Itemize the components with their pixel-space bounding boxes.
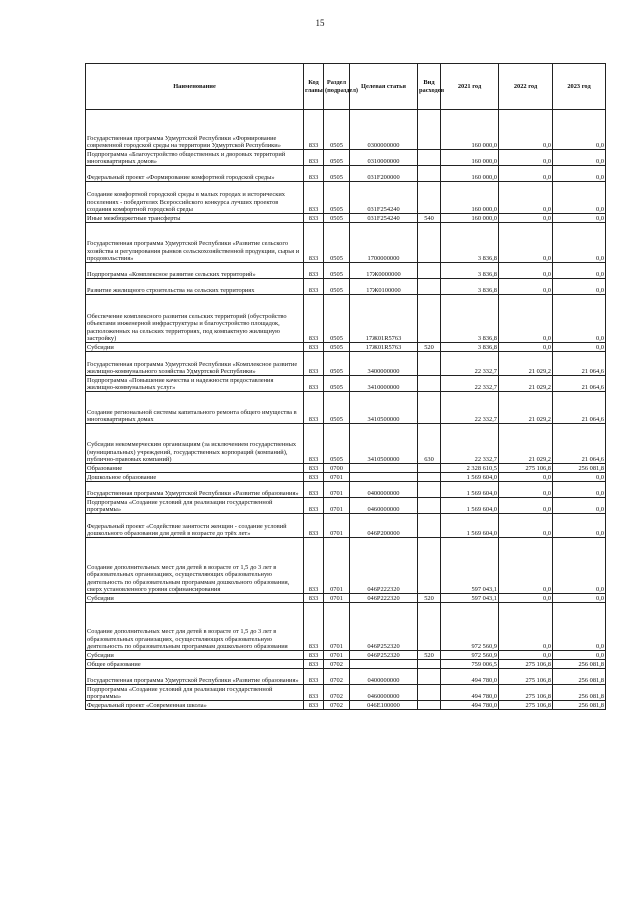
cell-tgt: 17Ж01R5763	[350, 295, 418, 343]
cell-ch: 833	[304, 701, 324, 710]
cell-y2021: 1 569 604,0	[441, 482, 499, 498]
cell-tgt	[350, 464, 418, 473]
table-row	[86, 464, 606, 473]
cell-name: Федеральный проект «Современная школа»	[86, 701, 304, 710]
cell-y2022: 21 029,2	[499, 392, 553, 424]
table-row	[86, 482, 606, 498]
cell-y2023: 0,0	[553, 214, 606, 223]
cell-sec: 0505	[324, 223, 350, 263]
cell-name: Создание дополнительных мест для детей в возрасте от 1,5 до 3 лет в образовательных организациях, осуществляющих образовательную деятельность по образовательным программам дошкольного образования	[86, 603, 304, 651]
table-row	[86, 660, 606, 669]
cell-y2022: 0,0	[499, 110, 553, 150]
table-row	[86, 352, 606, 376]
table-body	[86, 110, 606, 710]
cell-y2021: 759 006,5	[441, 660, 499, 669]
cell-ch: 833	[304, 166, 324, 182]
cell-y2021: 22 332,7	[441, 352, 499, 376]
table-row	[86, 392, 606, 424]
cell-y2023: 0,0	[553, 182, 606, 214]
cell-sec: 0505	[324, 376, 350, 392]
cell-sec: 0505	[324, 110, 350, 150]
header-kind: Вид расходов	[418, 64, 441, 110]
cell-y2023: 0,0	[553, 651, 606, 660]
cell-kind	[418, 660, 441, 669]
cell-y2021: 494 780,0	[441, 701, 499, 710]
cell-y2022: 275 106,8	[499, 701, 553, 710]
cell-y2023: 0,0	[553, 594, 606, 603]
cell-y2022: 0,0	[499, 594, 553, 603]
cell-sec: 0702	[324, 685, 350, 701]
cell-kind: 520	[418, 594, 441, 603]
cell-y2023: 0,0	[553, 343, 606, 352]
table-row	[86, 685, 606, 701]
cell-name: Субсидии	[86, 594, 304, 603]
table-row	[86, 223, 606, 263]
cell-y2023: 256 081,8	[553, 464, 606, 473]
cell-y2023: 256 081,8	[553, 660, 606, 669]
cell-ch: 833	[304, 538, 324, 594]
cell-sec: 0701	[324, 538, 350, 594]
cell-ch: 833	[304, 110, 324, 150]
cell-y2021: 494 780,0	[441, 669, 499, 685]
cell-name: Государственная программа Удмуртской Республики «Развитие образования»	[86, 669, 304, 685]
cell-y2021: 1 569 604,0	[441, 514, 499, 538]
cell-y2021: 160 000,0	[441, 150, 499, 166]
cell-y2022: 0,0	[499, 538, 553, 594]
cell-sec: 0701	[324, 473, 350, 482]
cell-sec: 0701	[324, 603, 350, 651]
cell-y2021: 22 332,7	[441, 424, 499, 464]
cell-tgt: 031F200000	[350, 166, 418, 182]
cell-name: Субсидии	[86, 651, 304, 660]
cell-ch: 833	[304, 182, 324, 214]
cell-y2021: 22 332,7	[441, 392, 499, 424]
header-chapter: Код главы	[304, 64, 324, 110]
cell-kind	[418, 352, 441, 376]
cell-y2022: 0,0	[499, 150, 553, 166]
cell-sec: 0505	[324, 150, 350, 166]
cell-ch: 833	[304, 594, 324, 603]
cell-kind	[418, 482, 441, 498]
cell-name: Субсидии некоммерческим организациям (за исключением государственных (муниципальных) учреждений, государственных корпораций (компаний), публично-правовых компаний)	[86, 424, 304, 464]
cell-ch: 833	[304, 660, 324, 669]
cell-sec: 0701	[324, 498, 350, 514]
cell-kind	[418, 701, 441, 710]
cell-tgt: 17Ж0000000	[350, 263, 418, 279]
table-row	[86, 473, 606, 482]
cell-name: Иные межбюджетные трансферты	[86, 214, 304, 223]
cell-kind	[418, 166, 441, 182]
header-2021: 2021 год	[441, 64, 499, 110]
cell-y2022: 21 029,2	[499, 376, 553, 392]
cell-y2023: 0,0	[553, 473, 606, 482]
cell-y2021: 160 000,0	[441, 166, 499, 182]
cell-y2023: 0,0	[553, 279, 606, 295]
cell-y2023: 0,0	[553, 166, 606, 182]
cell-y2022: 0,0	[499, 166, 553, 182]
cell-kind	[418, 295, 441, 343]
cell-tgt: 046P222320	[350, 594, 418, 603]
cell-y2023: 256 081,8	[553, 669, 606, 685]
cell-y2022: 0,0	[499, 223, 553, 263]
cell-y2022: 0,0	[499, 498, 553, 514]
cell-kind	[418, 263, 441, 279]
cell-kind	[418, 603, 441, 651]
cell-tgt: 0310000000	[350, 150, 418, 166]
cell-sec: 0505	[324, 295, 350, 343]
cell-ch: 833	[304, 473, 324, 482]
table-row	[86, 343, 606, 352]
cell-y2023: 21 064,6	[553, 424, 606, 464]
cell-sec: 0505	[324, 352, 350, 376]
cell-ch: 833	[304, 424, 324, 464]
cell-y2023: 0,0	[553, 514, 606, 538]
cell-y2021: 3 836,8	[441, 295, 499, 343]
cell-tgt: 046P222320	[350, 538, 418, 594]
cell-ch: 833	[304, 223, 324, 263]
cell-y2022: 0,0	[499, 473, 553, 482]
cell-y2022: 0,0	[499, 182, 553, 214]
cell-ch: 833	[304, 376, 324, 392]
cell-name: Федеральный проект «Формирование комфортной городской среды»	[86, 166, 304, 182]
cell-y2021: 160 000,0	[441, 110, 499, 150]
cell-kind	[418, 392, 441, 424]
cell-kind	[418, 685, 441, 701]
header-2023: 2023 год	[553, 64, 606, 110]
cell-y2023: 0,0	[553, 482, 606, 498]
cell-y2023: 0,0	[553, 150, 606, 166]
cell-y2022: 0,0	[499, 603, 553, 651]
cell-y2022: 0,0	[499, 295, 553, 343]
header-row	[86, 64, 606, 110]
table-row	[86, 376, 606, 392]
cell-y2021: 22 332,7	[441, 376, 499, 392]
cell-tgt: 046P252320	[350, 603, 418, 651]
cell-ch: 833	[304, 279, 324, 295]
cell-y2023: 0,0	[553, 603, 606, 651]
cell-sec: 0505	[324, 263, 350, 279]
table-row	[86, 279, 606, 295]
cell-tgt: 046P200000	[350, 514, 418, 538]
table-row	[86, 295, 606, 343]
cell-kind	[418, 498, 441, 514]
cell-ch: 833	[304, 392, 324, 424]
cell-y2021: 160 000,0	[441, 214, 499, 223]
cell-sec: 0701	[324, 594, 350, 603]
cell-y2021: 972 560,9	[441, 603, 499, 651]
cell-kind	[418, 279, 441, 295]
page-number: 15	[315, 18, 325, 28]
cell-tgt: 0400000000	[350, 482, 418, 498]
header-2022: 2022 год	[499, 64, 553, 110]
cell-tgt: 0460000000	[350, 685, 418, 701]
cell-name: Государственная программа Удмуртской Республики «Развитие образования»	[86, 482, 304, 498]
cell-sec: 0505	[324, 166, 350, 182]
cell-tgt: 031F254240	[350, 214, 418, 223]
cell-name: Подпрограмма «Повышение качества и надежности предоставления жилищно-коммунальных услуг»	[86, 376, 304, 392]
cell-sec: 0505	[324, 343, 350, 352]
cell-tgt: 1700000000	[350, 223, 418, 263]
cell-ch: 833	[304, 464, 324, 473]
cell-name: Субсидии	[86, 343, 304, 352]
cell-kind: 630	[418, 424, 441, 464]
cell-y2022: 275 106,8	[499, 464, 553, 473]
cell-sec: 0505	[324, 182, 350, 214]
cell-y2022: 21 029,2	[499, 424, 553, 464]
table-row	[86, 182, 606, 214]
cell-y2022: 0,0	[499, 514, 553, 538]
cell-ch: 833	[304, 295, 324, 343]
cell-kind	[418, 223, 441, 263]
table-row	[86, 603, 606, 651]
cell-tgt: 3400000000	[350, 352, 418, 376]
cell-name: Государственная программа Удмуртской Республики «Формирование современной городской среды на территории Удмуртской Республики»	[86, 110, 304, 150]
cell-y2023: 21 064,6	[553, 352, 606, 376]
cell-ch: 833	[304, 498, 324, 514]
cell-ch: 833	[304, 150, 324, 166]
cell-name: Подпрограмма «Благоустройство общественных и дворовых территорий многоквартирных домов»	[86, 150, 304, 166]
cell-sec: 0702	[324, 660, 350, 669]
cell-sec: 0505	[324, 392, 350, 424]
cell-sec: 0702	[324, 701, 350, 710]
cell-y2021: 3 836,8	[441, 263, 499, 279]
table-row	[86, 498, 606, 514]
cell-name: Государственная программа Удмуртской Республики «Развитие сельского хозяйства и регулирования рынков сельскохозяйственной продукции, сырья и продовольствия»	[86, 223, 304, 263]
cell-kind	[418, 464, 441, 473]
cell-y2022: 275 106,8	[499, 685, 553, 701]
cell-y2021: 160 000,0	[441, 182, 499, 214]
cell-name: Общее образование	[86, 660, 304, 669]
cell-kind	[418, 150, 441, 166]
cell-sec: 0505	[324, 424, 350, 464]
cell-sec: 0701	[324, 514, 350, 538]
cell-tgt: 3410000000	[350, 376, 418, 392]
cell-tgt: 0300000000	[350, 110, 418, 150]
cell-ch: 833	[304, 514, 324, 538]
cell-tgt: 3410500000	[350, 424, 418, 464]
cell-ch: 833	[304, 651, 324, 660]
cell-name: Создание дополнительных мест для детей в возрасте от 1,5 до 3 лет в образовательных организациях, осуществляющих образовательную деятельность по образовательным программам дошкольного образования, сверх установленного уровня софинансирования	[86, 538, 304, 594]
cell-y2022: 0,0	[499, 482, 553, 498]
cell-tgt	[350, 473, 418, 482]
cell-y2023: 0,0	[553, 498, 606, 514]
table-row	[86, 110, 606, 150]
cell-y2021: 3 836,8	[441, 279, 499, 295]
cell-sec: 0505	[324, 214, 350, 223]
cell-name: Подпрограмма «Создание условий для реализации государственной программы»	[86, 498, 304, 514]
cell-y2023: 0,0	[553, 110, 606, 150]
table-row	[86, 651, 606, 660]
cell-ch: 833	[304, 263, 324, 279]
cell-name: Федеральный проект «Содействие занятости женщин - создание условий дошкольного образования для детей в возрасте до трёх лет»	[86, 514, 304, 538]
cell-tgt: 0400000000	[350, 669, 418, 685]
cell-y2021: 597 043,1	[441, 594, 499, 603]
header-target: Целевая статья	[350, 64, 418, 110]
cell-sec: 0701	[324, 482, 350, 498]
cell-y2023: 21 064,6	[553, 376, 606, 392]
header-name: Наименование	[86, 64, 304, 110]
cell-y2023: 0,0	[553, 295, 606, 343]
table-row	[86, 166, 606, 182]
cell-kind	[418, 538, 441, 594]
cell-name: Подпрограмма «Комплексное развитие сельских территорий»	[86, 263, 304, 279]
cell-y2022: 0,0	[499, 214, 553, 223]
cell-y2022: 0,0	[499, 263, 553, 279]
cell-name: Обеспечение комплексного развития сельских территорий (обустройство объектами инженерной инфраструктуры и благоустройство площадок, расположенных на сельских территориях, под компактную жилищную застройку)	[86, 295, 304, 343]
table-row	[86, 150, 606, 166]
cell-name: Развитие жилищного строительства на сельских территориях	[86, 279, 304, 295]
cell-y2022: 275 106,8	[499, 669, 553, 685]
cell-tgt: 046P252320	[350, 651, 418, 660]
cell-y2022: 0,0	[499, 279, 553, 295]
table-row	[86, 594, 606, 603]
cell-tgt: 031F254240	[350, 182, 418, 214]
cell-kind: 520	[418, 343, 441, 352]
header-section: Раздел (подраздел)	[324, 64, 350, 110]
cell-y2022: 21 029,2	[499, 352, 553, 376]
cell-kind: 540	[418, 214, 441, 223]
table-row	[86, 669, 606, 685]
cell-ch: 833	[304, 352, 324, 376]
cell-name: Создание комфортной городской среды в малых городах и исторических поселениях - победителях Всероссийского конкурса лучших проектов создания комфортной городской среды	[86, 182, 304, 214]
cell-ch: 833	[304, 343, 324, 352]
cell-y2021: 2 328 610,5	[441, 464, 499, 473]
table-row	[86, 701, 606, 710]
cell-name: Создание региональной системы капитального ремонта общего имущества в многоквартирных домах	[86, 392, 304, 424]
cell-sec: 0702	[324, 669, 350, 685]
cell-ch: 833	[304, 603, 324, 651]
cell-tgt: 17Ж01R5763	[350, 343, 418, 352]
cell-y2023: 256 081,8	[553, 701, 606, 710]
cell-kind	[418, 182, 441, 214]
cell-ch: 833	[304, 214, 324, 223]
cell-y2022: 0,0	[499, 343, 553, 352]
cell-sec: 0701	[324, 651, 350, 660]
table-row	[86, 263, 606, 279]
cell-name: Образование	[86, 464, 304, 473]
cell-y2022: 0,0	[499, 651, 553, 660]
cell-y2021: 597 043,1	[441, 538, 499, 594]
cell-y2023: 0,0	[553, 263, 606, 279]
cell-y2022: 275 106,8	[499, 660, 553, 669]
cell-sec: 0700	[324, 464, 350, 473]
cell-y2021: 3 836,8	[441, 343, 499, 352]
cell-kind	[418, 376, 441, 392]
cell-kind	[418, 669, 441, 685]
cell-kind	[418, 110, 441, 150]
cell-ch: 833	[304, 482, 324, 498]
cell-y2021: 494 780,0	[441, 685, 499, 701]
cell-kind	[418, 473, 441, 482]
table-row	[86, 514, 606, 538]
cell-y2021: 1 569 604,0	[441, 473, 499, 482]
cell-name: Государственная программа Удмуртской Республики «Комплексное развитие жилищно-коммунального хозяйства Удмуртской Республики»	[86, 352, 304, 376]
cell-tgt: 0460000000	[350, 498, 418, 514]
table-row	[86, 424, 606, 464]
cell-ch: 833	[304, 685, 324, 701]
cell-y2023: 0,0	[553, 538, 606, 594]
cell-tgt: 3410500000	[350, 392, 418, 424]
cell-ch: 833	[304, 669, 324, 685]
cell-name: Подпрограмма «Создание условий для реализации государственной программы»	[86, 685, 304, 701]
cell-y2021: 3 836,8	[441, 223, 499, 263]
table-row	[86, 538, 606, 594]
cell-y2023: 0,0	[553, 223, 606, 263]
cell-tgt	[350, 660, 418, 669]
cell-y2023: 256 081,8	[553, 685, 606, 701]
cell-y2021: 972 560,9	[441, 651, 499, 660]
table-row	[86, 214, 606, 223]
cell-name: Дошкольное образование	[86, 473, 304, 482]
cell-tgt: 046E100000	[350, 701, 418, 710]
cell-y2023: 21 064,6	[553, 392, 606, 424]
cell-kind	[418, 514, 441, 538]
budget-table	[85, 63, 606, 710]
cell-kind: 520	[418, 651, 441, 660]
cell-tgt: 17Ж0100000	[350, 279, 418, 295]
cell-sec: 0505	[324, 279, 350, 295]
cell-y2021: 1 569 604,0	[441, 498, 499, 514]
